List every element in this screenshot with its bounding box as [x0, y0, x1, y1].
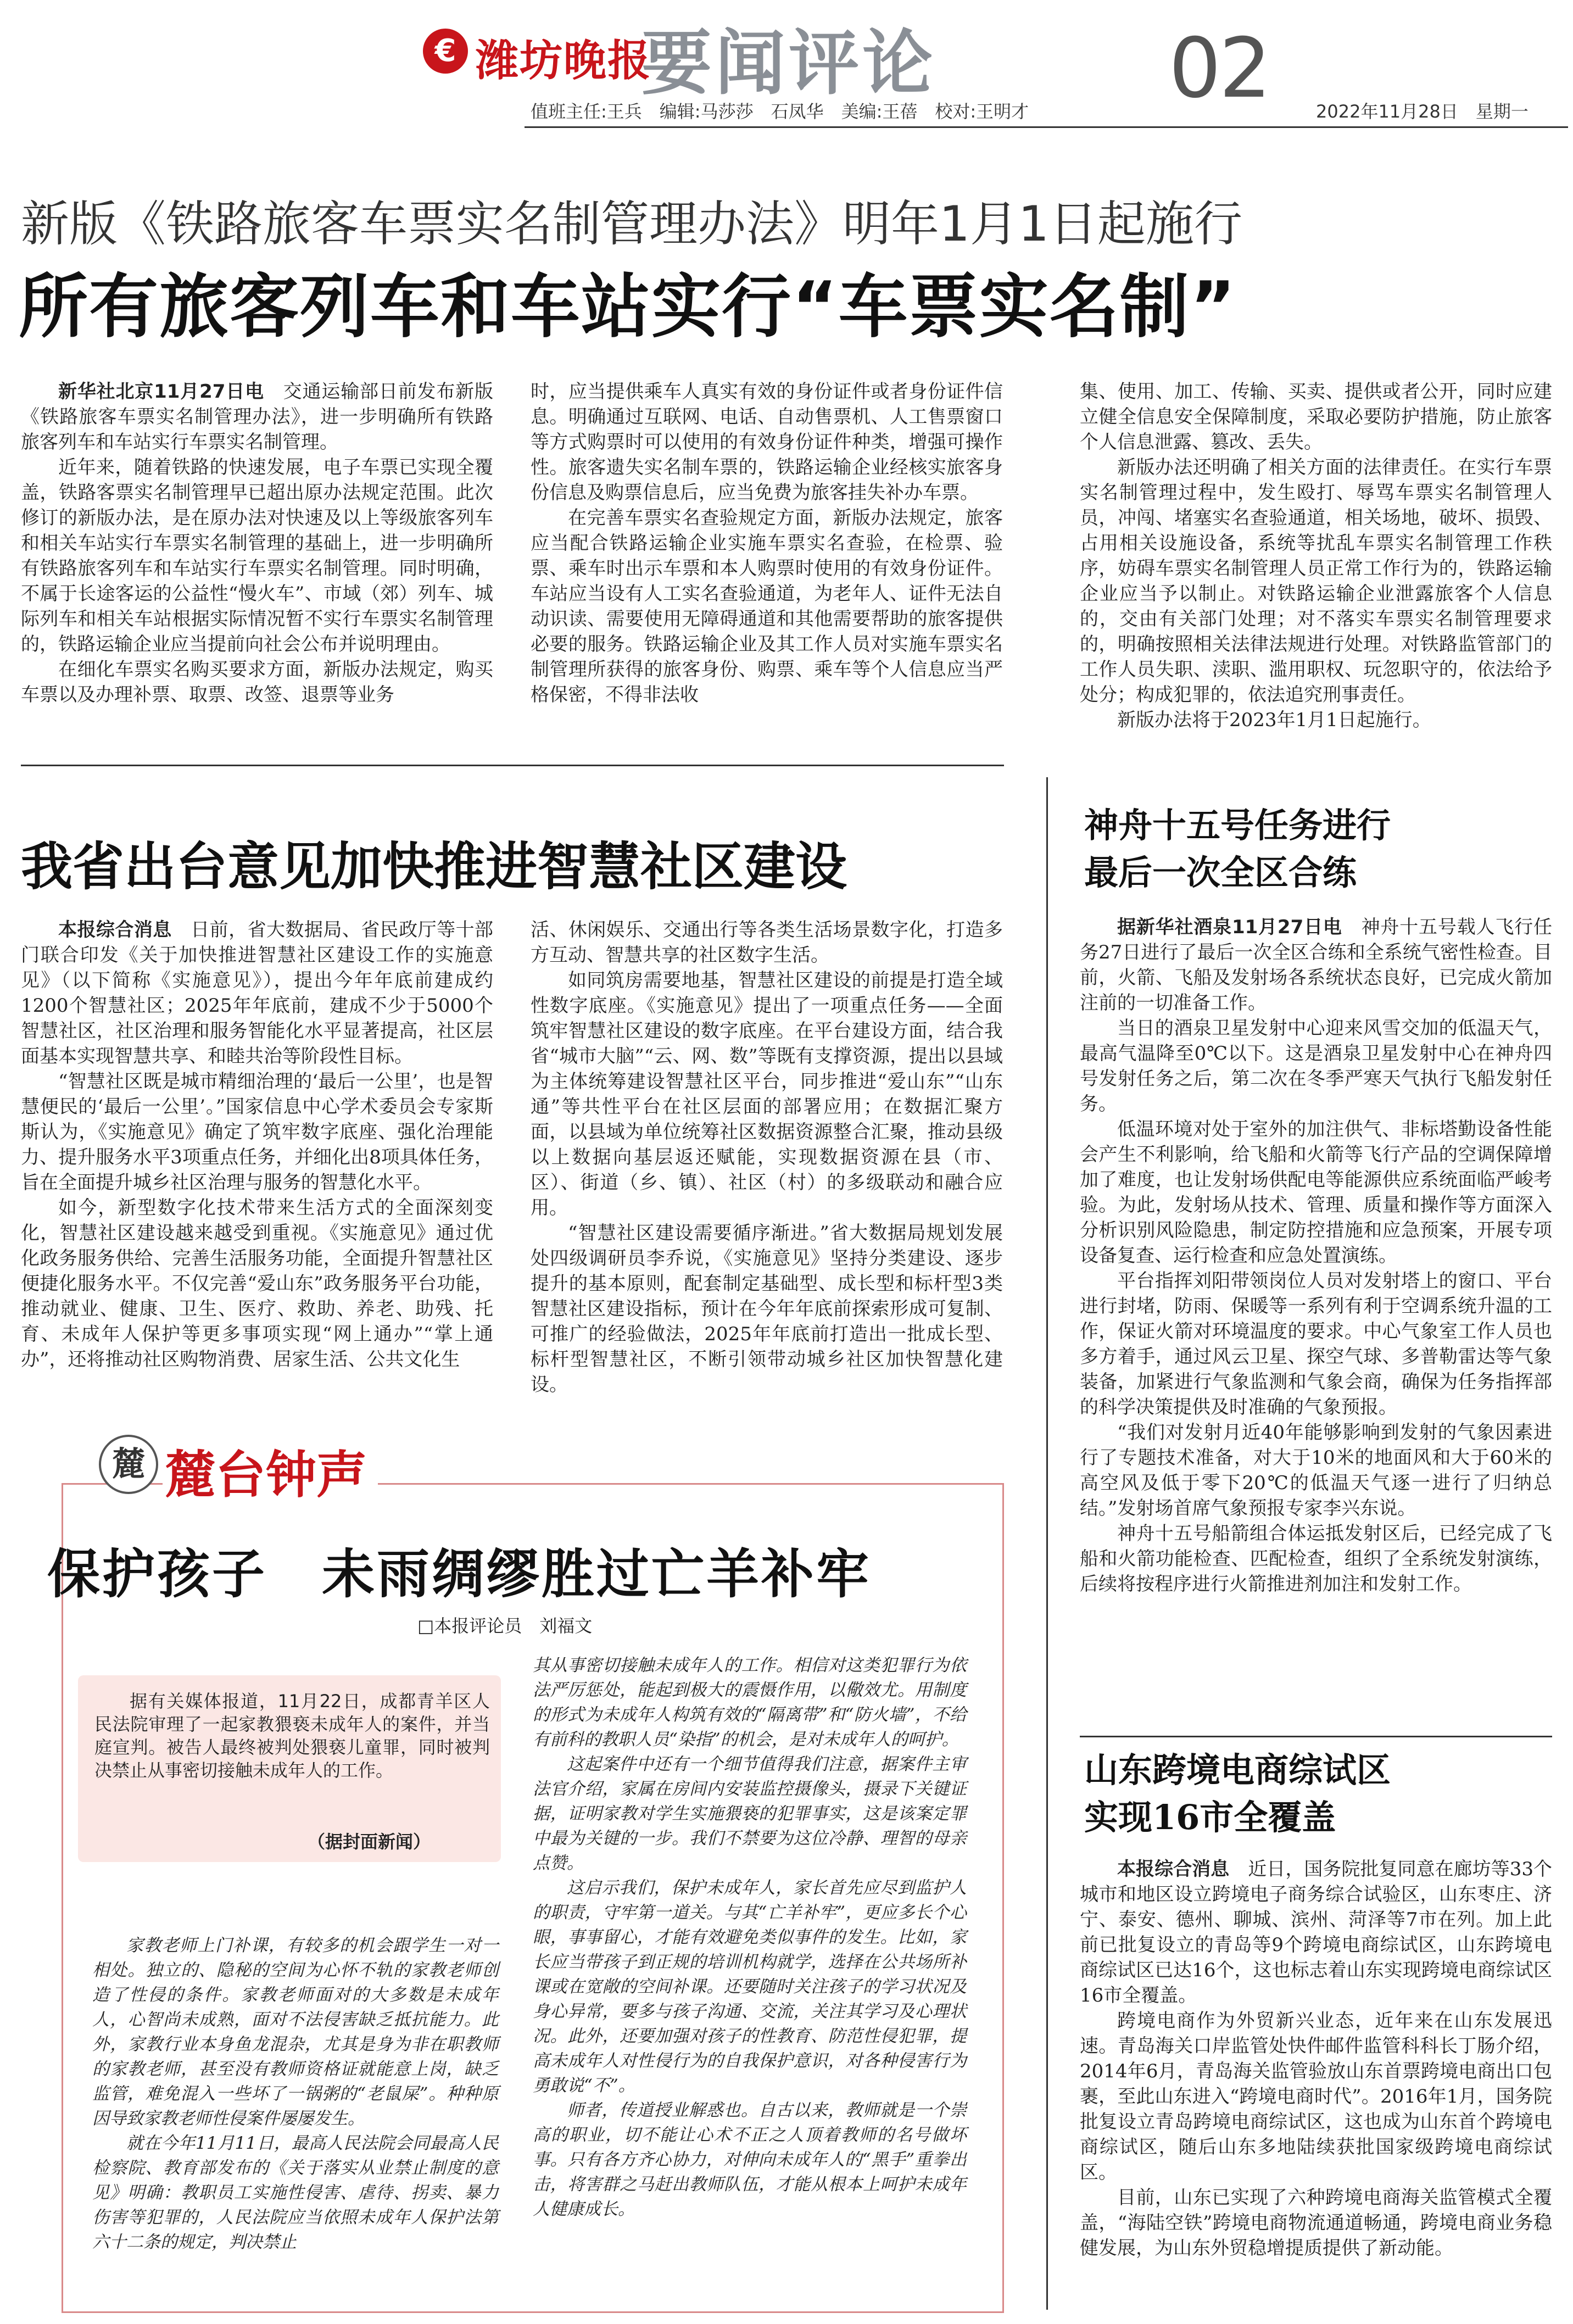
newspaper-logo-icon: € [423, 29, 468, 74]
issue-date: 2022年11月28日 星期一 [1316, 101, 1529, 122]
article1-col3 [1080, 379, 1552, 733]
article2-col1-p3: 如今，新型数字化技术带来生活方式的全面深刻变化，智慧社区建设越来越受到重视。《实施意见》通过优化政务服务供给、完善生活服务功能，全面提升智慧社区便捷化服务水平。不仅完善“爱山东”政务服务平台功能，推动就业、健康、卫生、医疗、救助、养老、助残、托育、未成年人保护等更多事项实现“网上通办”“掌上通办”，还将推动社区购物消费、居家生活、公共文化生 [21, 1197, 493, 1370]
sidebar1-headline [1084, 802, 1557, 896]
article2-col2 [531, 917, 1003, 1397]
commentary-col2-p4: 师者，传道授业解惑也。自古以来，教师就是一个崇高的职业，切不能让心术不正之人顶着教师的名号做坏事。只有各方齐心协力，对伸向未成年人的“黑手”重拳出击，将害群之马赶出教师队伍，才能从根本上呵护未成年人健康成长。 [533, 2100, 967, 2219]
article2-lead: 本报综合消息 [58, 919, 172, 941]
sidebar1-p5: “我们对发射月近40年能够影响到发射的气象因素进行了专题技术准备，对大于10米的地面风和大于60米的高空风及低于零下20℃的低温天气逐一进行了归纳总结。”发射场首席气象预报专家李兴东说。 [1080, 1422, 1552, 1519]
masthead-rule [525, 126, 1568, 128]
sidebar1-lead: 据新华社酒泉11月27日电 [1117, 916, 1342, 938]
commentary-col1 [92, 1933, 499, 2255]
article2-col1 [21, 917, 493, 1372]
staff-credits: 值班主任:王兵 编辑:马莎莎 石凤华 美编:王蓓 校对:王明才 [531, 101, 1029, 122]
sidebar2-p1: 近日，国务院批复同意在廊坊等33个城市和地区设立跨境电子商务综合试验区，山东枣庄、济宁、泰安、德州、聊城、滨州、菏泽等7市在列。加上此前已批复设立的青岛等9个跨境电商综试区，山东跨境电商综试区已达16个，这也标志着山东实现跨境电商综试区16市全覆盖。 [1080, 1858, 1553, 2007]
sidebar1-headline-line2: 最后一次全区合练 [1084, 852, 1357, 893]
article2-col2-p2: 如同筑房需要地基，智慧社区建设的前提是打造全域性数字底座。《实施意见》提出了一项重点任务——全面筑牢智慧社区建设的数字底座。在平台建设方面，结合我省“城市大脑”“云、网、数”等既有支撑资源，提出以县域为主体统筹建设智慧社区平台，同步推进“爱山东”“山东通”等共性平台在社区层面的部署应用；在数据汇聚方面，以县域为单位统筹社区数据资源整合汇聚，推动县级以上数据向基层返还赋能，实现数据资源在县（市、区）、街道（乡、镇）、社区（村）的多级联动和融合应用。 [531, 969, 1003, 1219]
sidebar2-p3: 目前，山东已实现了六种跨境电商海关监管模式全覆盖，“海陆空铁”跨境电商物流通道畅通，跨境电商业务稳健发展，为山东外贸稳增提质提供了新动能。 [1080, 2187, 1552, 2259]
column-logo-icon: 麓 [99, 1435, 158, 1494]
article1-col3-p1: 集、使用、加工、传输、买卖、提供或者公开，同时应建立健全信息安全保障制度，采取必要防护措施，防止旅客个人信息泄露、篡改、丢失。 [1080, 381, 1552, 453]
commentary-col2-p3: 这启示我们，保护未成年人，家长首先应尽到监护人的职责，守牢第一道关。与其“亡羊补牢”，更应多长个心眼，事事留心，才能有效避免类似事件的发生。比如，家长应当带孩子到正规的培训机构就学，选择在公共场所补课或在宽敞的空间补课。还要随时关注孩子的学习状况及身心异常，要多与孩子沟通、交流，关注其学习及心理状况。此外，还要加强对孩子的性教育、防范性侵犯罪，提高未成年人对性侵行为的自我保护意识，对各种侵害行为勇敢说“不”。 [533, 1878, 967, 2095]
article2-col1-p1: 日前，省大数据局、省民政厅等十部门联合印发《关于加快推进智慧社区建设工作的实施意见》（以下简称《实施意见》），提出今年年底前建成约1200个智慧社区；2025年年底前，建成不少于5000个智慧社区，社区治理和服务智能化水平显著提高，社区层面基本实现智慧共享、和睦共治等阶段性目标。 [21, 919, 494, 1067]
sidebar1-headline-line1: 神舟十五号任务进行 [1084, 805, 1391, 845]
commentary-col2-p1: 其从事密切接触未成年人的工作。相信对这类犯罪行为依法严厉惩处，能起到极大的震慑作用，以儆效尤。用制度的形式为未成年人构筑有效的“隔离带”和“防火墙”，不给有前科的教职人员“染指”的机会，是对未成年人的呵护。 [533, 1656, 967, 1749]
article2-headline: 我省出台意见加快推进智慧社区建设 [21, 837, 847, 897]
column-name: 麓台钟声 [163, 1435, 378, 1507]
section-title: 要闻评论 [642, 23, 936, 104]
article1-headline: 所有旅客列车和车站实行“车票实名制” [19, 266, 1237, 347]
sidebar2-body [1080, 1857, 1552, 2261]
commentary-col2-p2: 这起案件中还有一个细节值得我们注意，据案件主审法官介绍，家属在房间内安装监控摄像头，摄录下关键证据，证明家教对学生实施猥亵的犯罪事实，这是该案定罪中最为关键的一步。我们不禁要为这位冷静、理智的母亲点赞。 [533, 1754, 967, 1873]
sidebar2-p2: 跨境电商作为外贸新兴业态，近年来在山东发展迅速。青岛海关口岸监管处快件邮件监管科科长丁肠介绍，2014年6月，青岛海关监管验放山东首票跨境电商出口包裹，至此山东进入“跨境电商时代”。2016年1月，国务院批复设立青岛跨境电商综试区，这也成为山东首个跨境电商综试区，随后山东多地陆续获批国家级跨境电商综试区。 [1080, 2010, 1552, 2183]
page-number: 02 [1169, 21, 1269, 116]
sidebar-separator-rule [1080, 1736, 1552, 1737]
sidebar1-p4: 平台指挥刘阳带领岗位人员对发射塔上的窗口、平台进行封堵，防雨、保暖等一系列有利于空调系统升温的工作，保证火箭对环境温度的要求。中心气象室工作人员也多方着手，通过风云卫星、探空气球、多普勒雷达等气象装备，加紧进行气象监测和气象会商，确保为任务指挥部的科学决策提供及时准确的气象预报。 [1080, 1270, 1552, 1418]
commentary-col1-p2: 就在今年11月11日，最高人民法院会同最高人民检察院、教育部发布的《关于落实从业禁止制度的意见》明确：教职员工实施性侵害、虐待、拐卖、暴力伤害等犯罪的，人民法院应当依照未成年人保护法第六十二条的规定，判决禁止 [92, 2133, 499, 2252]
article1-col3-p2: 新版办法还明确了相关方面的法律责任。在实行车票实名制管理过程中，发生殴打、辱骂车票实名制管理人员，冲闯、堵塞实名查验通道，相关场地，破坏、损毁、占用相关设施设备，系统等扰乱车票实名制管理工作秩序，妨碍车票实名制管理人员正常工作行为的，铁路运输企业应当予以制止。对铁路运输企业泄露旅客个人信息的，交由有关部门处理；对不落实车票实名制管理要求的，明确按照相关法律法规进行处理。对铁路监管部门的工作人员失职、渎职、滥用职权、玩忽职守的，依法给予处分；构成犯罪的，依法追究刑事责任。 [1080, 456, 1552, 706]
commentary-col2 [533, 1653, 967, 2222]
article1-subtitle: 新版《铁路旅客车票实名制管理办法》明年1月1日起施行 [21, 196, 1242, 252]
sidebar2-headline [1084, 1747, 1557, 1841]
article2-col2-p1: 活、休闲娱乐、交通出行等各类生活场景数字化，打造多方互动、智慧共享的社区数字生活。 [531, 919, 1003, 966]
commentary-col1-p1: 家教老师上门补课，有较多的机会跟学生一对一相处。独立的、隐秘的空间为心怀不轨的家教老师创造了性侵的条件。家教老师面对的大多数是未成年人，心智尚未成熟，面对不法侵害缺乏抵抗能力。此外，家教行业本身鱼龙混杂，尤其是身为非在职教师的家教老师，甚至没有教师资格证就能意上岗，缺乏监管，难免混入一些坏了一锅粥的“老鼠屎”。种种原因导致家教老师性侵案件屡屡发生。 [92, 1936, 499, 2128]
article1-col1-p1: 交通运输部日前发布新版《铁路旅客车票实名制管理办法》，进一步明确所有铁路旅客列车和车站实行车票实名制管理。 [21, 381, 493, 453]
sidebar1-p3: 低温环境对处于室外的加注供气、非标塔勤设备性能会产生不利影响，给飞船和火箭等飞行产品的空调保障增加了难度，也让发射场供配电等能源供应系统面临严峻考验。为此，发射场从技术、管理、质量和操作等方面深入分析识别风险隐患，制定防控措施和应急预案，开展专项设备复查、运行检查和应急处置演练。 [1080, 1118, 1552, 1267]
sidebar2-headline-line2: 实现16市全覆盖 [1084, 1797, 1336, 1837]
news-summary-text: 据有关媒体报道，11月22日，成都青羊区人民法院审理了一起家教猥亵未成年人的案件，并当庭宣判。被告人最终被判处猥亵儿童罪，同时被判决禁止从事密切接触未成年人的工作。 [94, 1691, 490, 1781]
article2-col2-p3: “智慧社区建设需要循序渐进。”省大数据局规划发展处四级调研员李乔说，《实施意见》坚持分类建设、逐步提升的基本原则，配套制定基础型、成长型和标杆型3类智慧社区建设指标，预计在今年年底前探索形成可复制、可推广的经验做法，2025年年底前打造出一批成长型、标杆型智慧社区，不断引领带动城乡社区加快智慧化建设。 [531, 1222, 1003, 1396]
sidebar2-lead: 本报综合消息 [1117, 1858, 1230, 1880]
sidebar1-body [1080, 915, 1552, 1597]
article1-col3-p3: 新版办法将于2023年1月1日起施行。 [1117, 709, 1431, 731]
article2-col1-p2: “智慧社区既是城市精细治理的‘最后一公里’，也是智慧便民的‘最后一公里’。”国家信息中心学术委员会专家斯斯认为，《实施意见》确定了筑牢数字底座、强化治理能力、提升服务水平3项重点任务，并细化出8项具体任务，旨在全面提升城乡社区治理与服务的智慧化水平。 [21, 1071, 493, 1194]
sidebar1-p1: 神舟十五号载人飞行任务27日进行了最后一次全区合练和全系统气密性检查。目前，火箭、飞船及发射场各系统状态良好，已完成火箭加注前的一切准备工作。 [1080, 916, 1553, 1014]
sidebar1-p2: 当日的酒泉卫星发射中心迎来风雪交加的低温天气，最高气温降至0℃以下。这是酒泉卫星发射中心在神舟四号发射任务之后，第二次在冬季严寒天气执行飞船发射任务。 [1080, 1017, 1552, 1115]
sidebar2-headline-line1: 山东跨境电商综试区 [1084, 1750, 1391, 1790]
article1-col1-p3: 在细化车票实名购买要求方面，新版办法规定，购买车票以及办理补票、取票、改签、退票等业务 [21, 659, 493, 706]
article1-col2-p1: 时，应当提供乘车人真实有效的身份证件或者身份证件信息。明确通过互联网、电话、自动售票机、人工售票窗口等方式购票时可以使用的有效身份证件种类，增强可操作性。旅客遗失实名制车票的，铁路运输企业经核实旅客身份信息及购票信息后，应当免费为旅客挂失补办车票。 [531, 381, 1003, 504]
newspaper-name: 潍坊晚报 [476, 36, 652, 86]
commentary-byline: □本报评论员 刘福文 [417, 1615, 593, 1636]
commentary-headline: 保护孩子 未雨绸缪胜过亡羊补牢 [47, 1543, 871, 1605]
article1-col2 [531, 379, 1003, 707]
article1-lead: 新华社北京11月27日电 [58, 381, 264, 403]
column-divider [1046, 777, 1048, 2310]
article1-col1-p2: 近年来，随着铁路的快速发展，电子车票已实现全覆盖，铁路客票实名制管理早已超出原办法规定范围。此次修订的新版办法，是在原办法对快速及以上等级旅客列车和相关车站实行车票实名制管理的基础上，进一步明确所有铁路旅客列车和车站实行车票实名制管理。同时明确，不属于长途客运的公益性“慢火车”、市域（郊）列车、城际列车和相关车站根据实际情况暂不实行车票实名制管理的，铁路运输企业应当提前向社会公布并说明理由。 [21, 456, 493, 655]
article1-col2-p2: 在完善车票实名查验规定方面，新版办法规定，旅客应当配合铁路运输企业实施车票实名查验，在检票、验票、乘车时出示车票和本人购票时使用的有效身份证件。车站应当设有人工实名查验通道，为老年人、证件无法自动识读、需要使用无障碍通道和其他需要帮助的旅客提供必要的服务。铁路运输企业及其工作人员对实施车票实名制管理所获得的旅客身份、购票、乘车等个人信息应当严格保密，不得非法收 [531, 507, 1003, 706]
article1-col1 [21, 379, 493, 707]
news-summary-source: （据封面新闻） [308, 1831, 431, 1852]
sidebar1-p6: 神舟十五号船箭组合体运抵发射区后，已经完成了飞船和火箭功能检查、匹配检查，组织了全系统发射演练，后续将按程序进行火箭推进剂加注和发射工作。 [1080, 1523, 1552, 1595]
article1-bottom-rule [21, 765, 1004, 766]
